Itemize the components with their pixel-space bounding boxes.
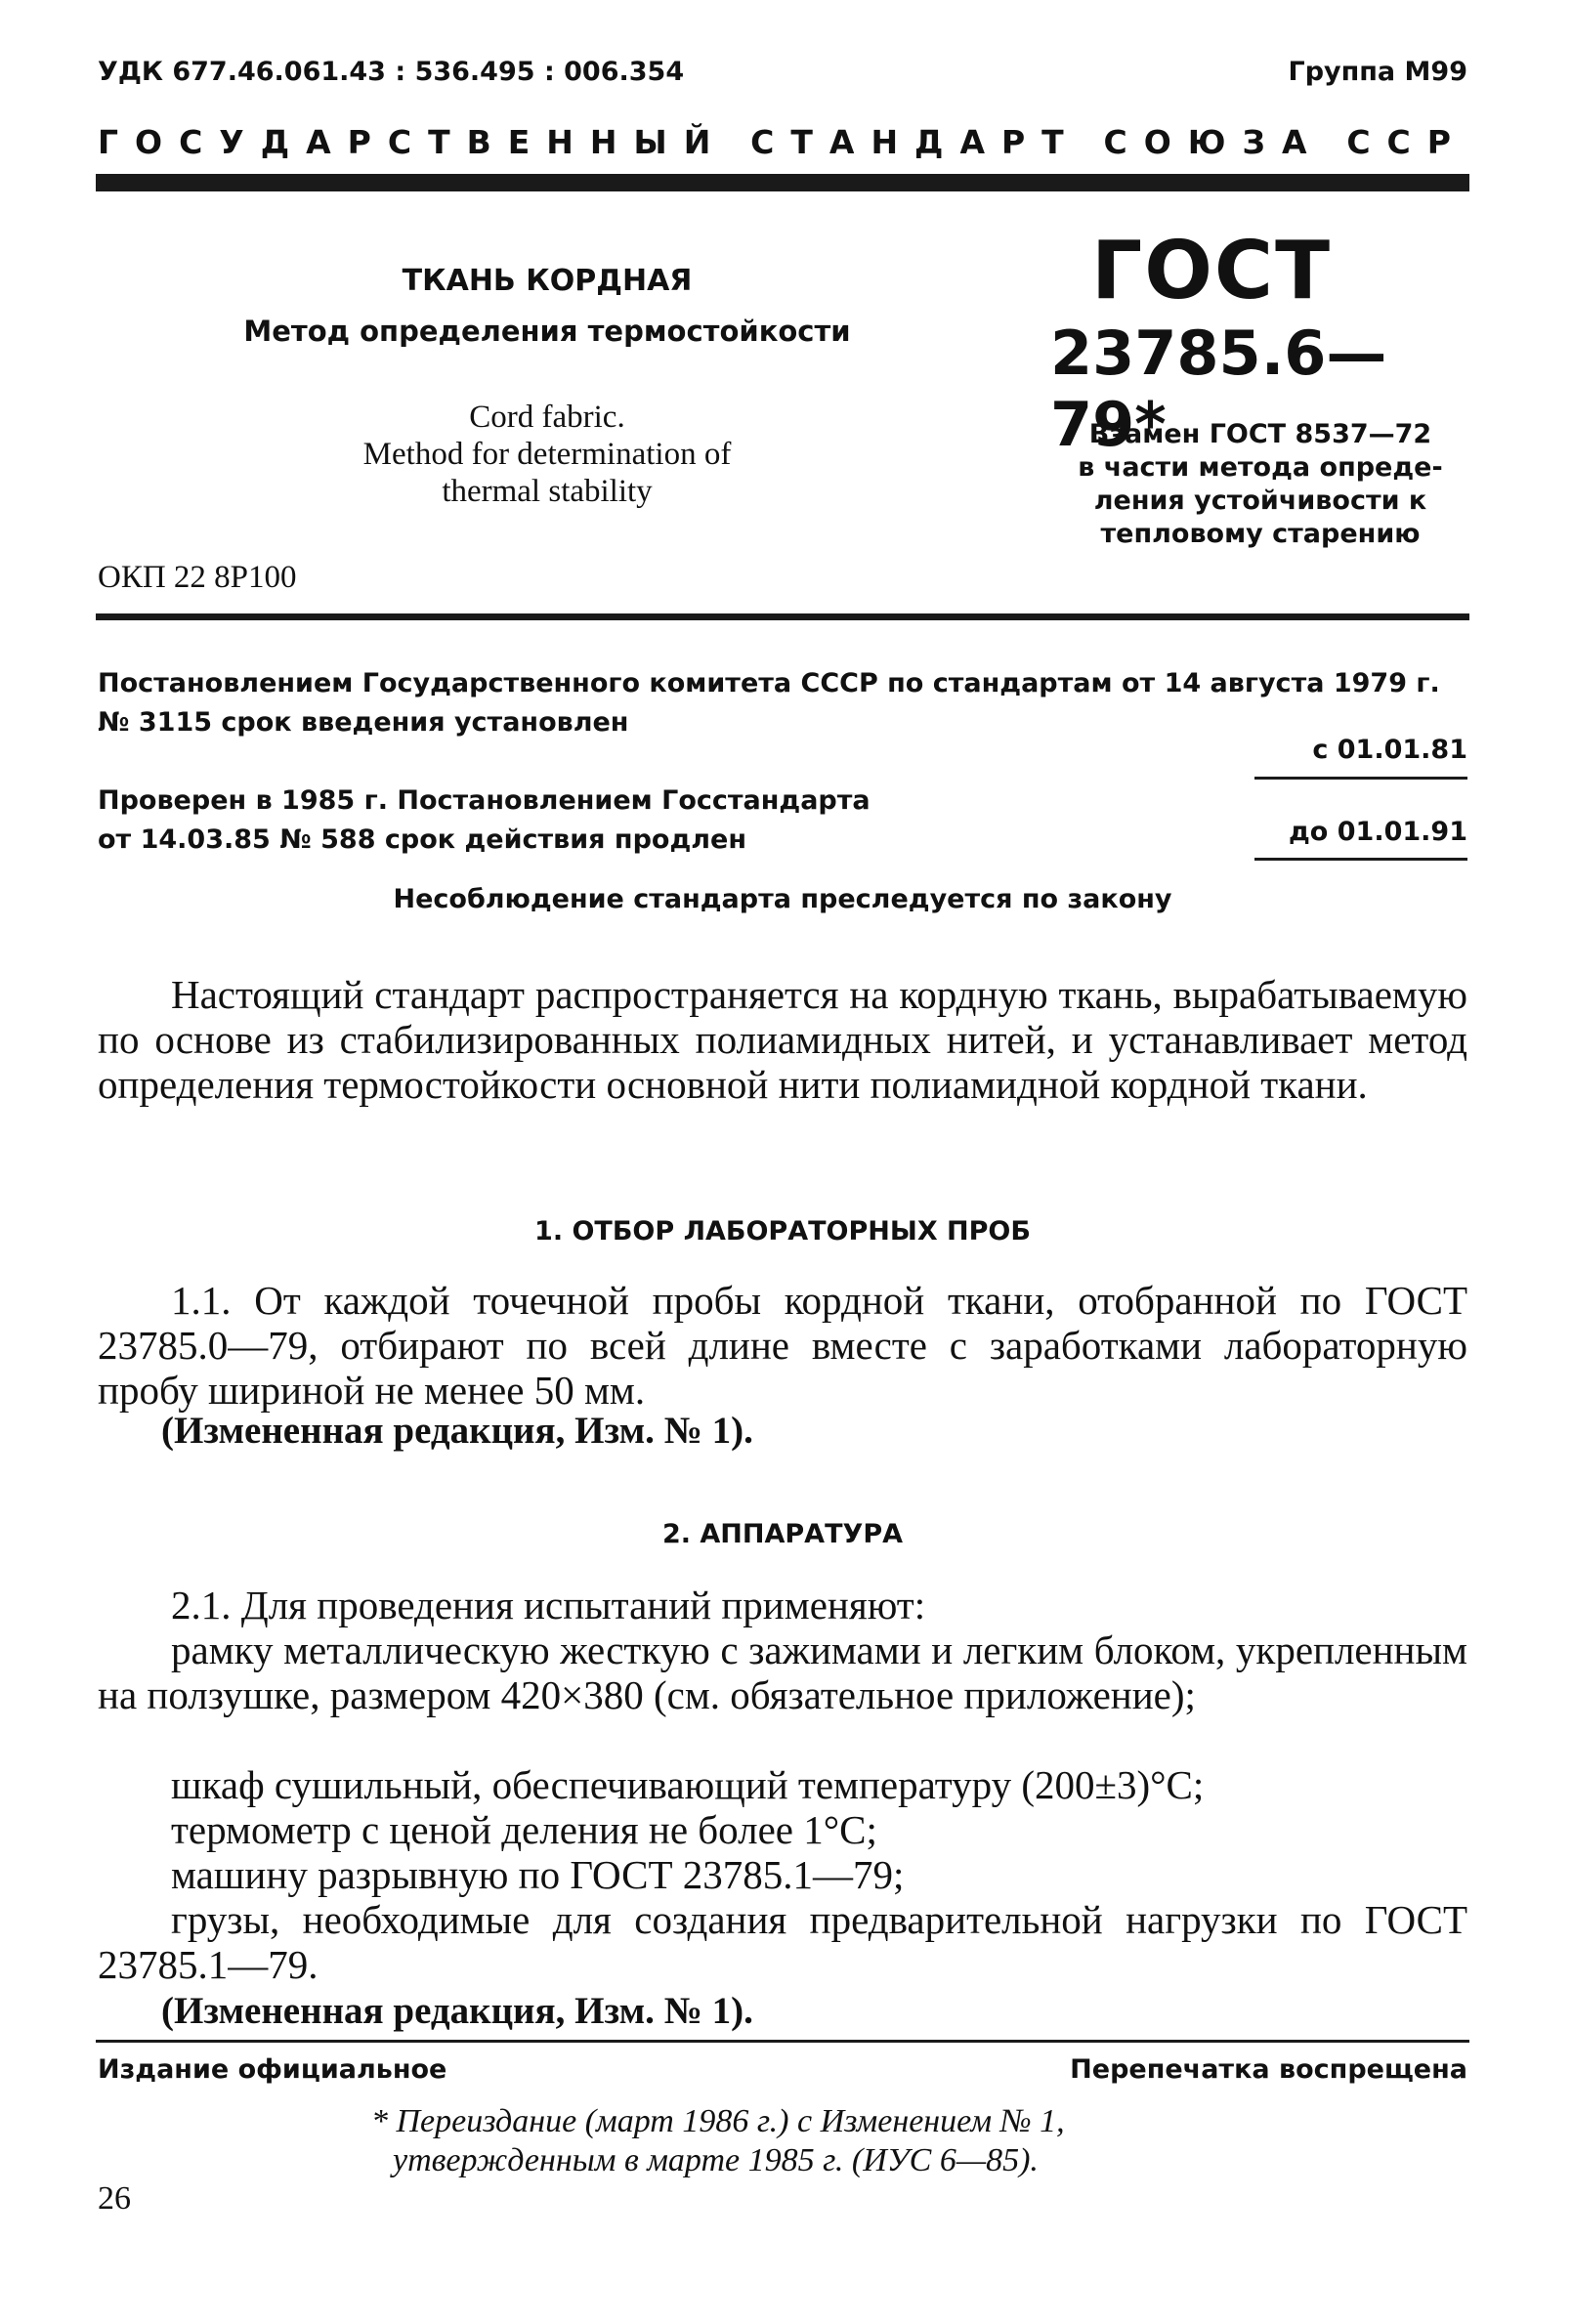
replacement-line: тепловому старению (1100, 519, 1421, 549)
reissue-footnote (371, 2102, 1251, 2180)
section-2-heading: 2. АППАРАТУРА (661, 1519, 904, 1549)
legal-warning: Несоблюдение стандарта преследуется по закону (393, 884, 1172, 914)
effective-date: с 01.01.81 (1312, 735, 1467, 765)
group-code: Группа М99 (1288, 57, 1467, 87)
equipment-item: рамку металлическую жесткую с зажимами и легким блоком, укрепленным на ползушке, размером 420×380 (см. обязательное приложение); (98, 1627, 1467, 1717)
footnote-line: утвержденным в марте 1985 г. (ИУС 6—85). (393, 2142, 1039, 2178)
footer-divider (96, 2040, 1469, 2043)
gost-label: ГОСТ (1090, 225, 1333, 317)
thick-divider (96, 174, 1469, 191)
intro-paragraph: Настоящий стандарт распространяется на кордную ткань, вырабатываемую по основе из стабилизированных полиамидных нитей, и устанавливает метод определения термостойкости основной нити полиамидной кордной ткани. (98, 972, 1467, 1107)
date-underline (1254, 777, 1467, 780)
equipment-item: машину разрывную по ГОСТ 23785.1—79; (171, 1852, 905, 1897)
replacement-line: Взамен ГОСТ 8537—72 (1088, 419, 1432, 449)
clause-2-1: 2.1. Для проведения испытаний применяют: (171, 1583, 926, 1627)
banner-word: ССР (1346, 123, 1467, 161)
english-title-line: thermal stability (442, 474, 653, 509)
banner-word: СТАНДАРТ (750, 123, 1081, 161)
replacement-line: ления устойчивости к (1093, 486, 1427, 516)
extended-date: до 01.01.91 (1289, 817, 1467, 847)
document-title: ТКАНЬ КОРДНАЯ (402, 264, 693, 298)
review-line: Проверен в 1985 г. Постановлением Госстандарта (98, 785, 871, 816)
english-title-line: Cord fabric. (469, 400, 625, 435)
amendment-note: (Измененная редакция, Изм. № 1). (161, 1410, 753, 1452)
replacement-line: в части метода опреде- (1078, 452, 1443, 483)
footnote-line: * Переиздание (март 1986 г.) с Изменением № 1, (371, 2103, 1065, 2139)
equipment-item: грузы, необходимые для создания предварительной нагрузки по ГОСТ 23785.1—79. (98, 1897, 1467, 1987)
replacement-note (1055, 418, 1466, 551)
state-standard-banner (98, 123, 1467, 161)
udk-code: УДК 677.46.061.43 : 536.495 : 006.354 (98, 57, 685, 87)
banner-word: СОЮЗА (1103, 123, 1324, 161)
document-subtitle: Метод определения термостойкости (243, 315, 851, 348)
review-note (98, 782, 977, 860)
banner-word: ГОСУДАРСТВЕННЫЙ (98, 123, 728, 161)
okp-code: ОКП 22 8Р100 (98, 560, 297, 595)
official-edition: Издание официальное (98, 2054, 447, 2085)
reprint-prohibited: Перепечатка воспрещена (1070, 2054, 1467, 2085)
section-1-heading: 1. ОТБОР ЛАБОРАТОРНЫХ ПРОБ (534, 1216, 1031, 1247)
date-underline (1254, 858, 1467, 861)
english-title-line: Method for determination of (362, 437, 732, 472)
clause-1-1: 1.1. От каждой точечной пробы кордной ткани, отобранной по ГОСТ 23785.0—79, отбирают по всей длине вместе с заработками лабораторную пробу шириной не менее 50 мм. (98, 1278, 1467, 1413)
section-divider (96, 613, 1469, 620)
english-title (283, 399, 811, 510)
gost-number: 23785.6—79* (1050, 317, 1387, 460)
page-number: 26 (98, 2180, 131, 2217)
decree-text: Постановлением Государственного комитета СССР по стандартам от 14 августа 1979 г. № 3115 срок введения установлен (98, 668, 1440, 738)
equipment-item: шкаф сушильный, обеспечивающий температуру (200±3)°С; (171, 1762, 1205, 1807)
equipment-item: термометр с ценой деления не более 1°С; (171, 1807, 877, 1852)
amendment-note: (Измененная редакция, Изм. № 1). (161, 1990, 753, 2032)
review-line: от 14.03.85 № 588 срок действия продлен (98, 824, 746, 855)
